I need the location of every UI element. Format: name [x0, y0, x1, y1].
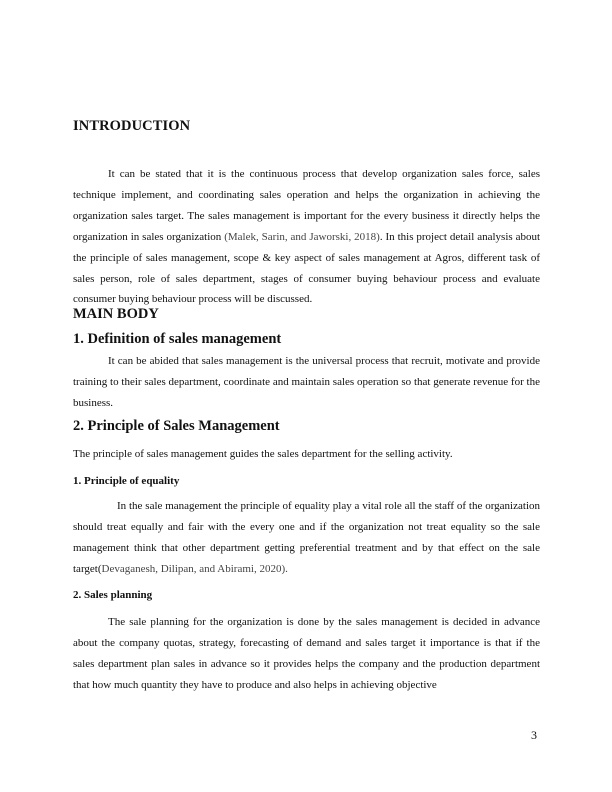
subsection-1-text-end: ).	[281, 562, 288, 575]
section-2-heading: 2. Principle of Sales Management	[73, 418, 280, 434]
subsection-2-paragraph	[73, 612, 540, 696]
section-2-text: The principle of sales management guides the sales department for the selling activity.	[73, 448, 453, 460]
introduction-text: It can be stated that it is the continuous process that develop organization sales force, sales technique implement, and coordinating sales operation and helps the organization in achieving the organization sales target. The sales management is important for the every business it directly helps the organization in sales organization	[73, 168, 540, 243]
subsection-1-text: In the sale management the principle of equality play a vital role all the staff of the organization should treat equally and fair with the every one and if the organization not treat equality so the sale management think that other department getting preferential treatment and by that effect on the sale target(	[73, 500, 540, 575]
introduction-paragraph	[73, 164, 540, 310]
subsection-2-heading: 2. Sales planning	[73, 589, 153, 601]
section-1-text: It can be abided that sales management is the universal process that recruit, motivate and provide training to their sales department, coordinate and maintain sales operation so that generate revenue for the business.	[73, 355, 540, 409]
introduction-heading: INTRODUCTION	[73, 118, 191, 134]
main-body-heading: MAIN BODY	[73, 306, 159, 322]
section-2-paragraph	[73, 444, 540, 465]
introduction-text-end: . In this project detail analysis about the principle of sales management, scope & key aspect of sales management at Agros, different task of sales person, role of sales department, stages of consumer buying behaviour process and evaluate consumer buying behaviour process will be discussed.	[73, 230, 541, 306]
section-1-heading: 1. Definition of sales management	[73, 331, 282, 347]
subsection-1-citation: Devaganesh, Dilipan, and Abirami, 2020	[101, 562, 282, 575]
subsection-2-text: The sale planning for the organization is done by the sales management is decided in advance about the company quotas, strategy, forecasting of demand and sales target it importance is that if the sales department plan sales in advance so it provides helps the company and the production department that how much quantity they have to produce and also helps in achieving objective	[73, 616, 540, 691]
subsection-1-heading: 1. Principle of equality	[73, 475, 180, 487]
page-number: 3	[531, 728, 537, 742]
subsection-1-paragraph	[73, 496, 540, 580]
section-1-paragraph	[73, 351, 540, 414]
introduction-citation: (Malek, Sarin, and Jaworski, 2018)	[224, 230, 380, 243]
